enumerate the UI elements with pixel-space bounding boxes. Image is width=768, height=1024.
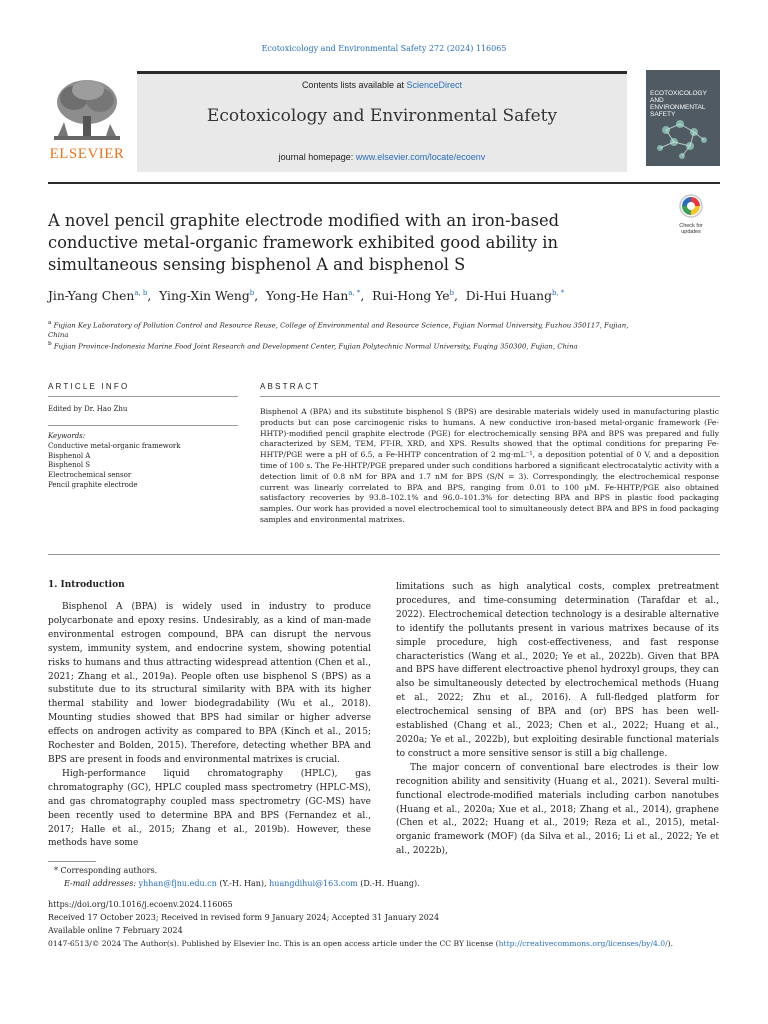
affiliation-marker: b (48, 341, 52, 347)
author-name[interactable]: Ying-Xin Weng (159, 289, 250, 304)
abstract-heading: ABSTRACT (260, 382, 321, 391)
author-name[interactable]: Yong-He Han (265, 289, 349, 304)
affiliation-text: Fujian Key Laboratory of Pollution Control and Resource Reuse, College of Environmental and Resource Science, Fujian Normal University, Fuzhou 350117, Fujian, China (48, 321, 629, 340)
author-affiliation-sup[interactable]: a, b (134, 289, 148, 297)
license-line (48, 939, 673, 948)
intro-paragraph: The major concern of conventional bare electrodes is their low recognition ability and sensitivity (Huang et al., 2021). Several multi-functional electrode-modified materials including carbon nanotubes (Huang et al., 2020a; Xue et al., 2018; Zhang et al., 2014), graphene (Chen et al., 2022; Huang et al., 2019; Reza et al., 2015), metal-organic framework (MOF) (da Silva et al., 2016; Li et al., 2022; Ye et al., 2022b), (396, 762, 719, 857)
keyword-item: Pencil graphite electrode (48, 480, 138, 489)
author-name[interactable]: Di-Hui Huang (465, 289, 552, 304)
article-info-rule (48, 396, 238, 397)
introduction-heading: 1. Introduction (48, 580, 125, 590)
corresponding-authors-note: * Corresponding authors. (54, 866, 158, 875)
email-line (64, 879, 420, 888)
affiliation-text: Fujian Province-Indonesia Marine Food Joint Research and Development Center, Fujian Polytechnic Normal University, Fuqing 350300, Fujian, China (53, 342, 578, 351)
check-for-updates-badge[interactable] (675, 193, 707, 235)
contents-prefix: Contents lists available at (301, 80, 404, 90)
email-link-han[interactable]: yhhan@fjnu.edu.cn (138, 879, 217, 888)
intro-paragraph: Bisphenol A (BPA) is widely used in industry to produce polycarbonate and epoxy resins. Undesirably, as a kind of man-made environmental estrogen compound, BPA can disrupt the nervous system, immunity system, and endocrine system, showing potential risks to humans and thus attracting widespread attention (Chen et al., 2021; Zhang et al., 2019a). People often use bisphenol S (BPS) as a substitute due to its structural similarity with BPA with its higher thermal stability and lower biodegradability (Wu et al., 2018). Mounting studies showed that BPS had similar or higher adverse effects on androgen activity as compared to BPA (Kinch et al., 2015; Rochester and Bolden, 2015). Therefore, detecting whether BPA and BPS are present in foods and environmental matrixes is crucial. (48, 602, 371, 765)
license-text: 0147-6513/© 2024 The Author(s). Published by Elsevier Inc. This is an open access article under the CC BY license ( (48, 939, 499, 948)
intro-paragraph: High-performance liquid chromatography (HPLC), gas chromatography (GC), HPLC coupled mass spectrometry (HPLC-MS), and gas chromatography coupled mass spectrometry (GC-MS) have been recently used to determine BPA and BPS (Fernandez et al., 2017; Halle et al., 2015; Zhang et al., 2019b). However, these methods have some (48, 768, 371, 849)
email-link-huang[interactable]: huangdihui@163.com (269, 879, 358, 888)
article-title: A novel pencil graphite electrode modified with an iron-based conductive metal-organic framework exhibited good ability in simultaneous sensing bisphenol A and bisphenol S (48, 211, 560, 274)
received-dates: Received 17 October 2023; Received in revised form 9 January 2024; Accepted 31 January 2024 (48, 913, 440, 922)
email-owner: (D.-H. Huang). (360, 879, 420, 888)
contents-line (137, 80, 627, 90)
journal-name: Ecotoxicology and Environmental Safety (206, 106, 558, 126)
elsevier-wordmark: ELSEVIER (49, 146, 125, 162)
intro-right-column (396, 581, 719, 859)
intro-paragraph: limitations such as high analytical costs, complex pretreatment procedures, and time-consuming determination (Tarafdar et al., 2022). Electrochemical detection technology is a desirable alternative to identify the pollutants present in various matrixes because of its simple procedure, high cost-effectiveness, and fast response characteristics (Wang et al., 2020; Ye et al., 2022b). Given that BPA and BPS have different electroactive phenol hydroxyl groups, they can also be simultaneously detected by electrochemical methods (Huang et al., 2022; Zhu et al., 2016). A full-fledged platform for electrochemical sensing of BPA and (or) BPS has been well-established (Chang et al., 2023; Chen et al., 2022; Huang et al., 2020a; Ye et al., 2022b), but exploiting desirable functional materials to construct a more sensitive sensor is still a big challenge. (396, 582, 719, 759)
edited-by: Edited by Dr. Hao Zhu (48, 405, 128, 413)
keyword-item: Electrochemical sensor (48, 471, 132, 480)
abstract-rule (260, 396, 720, 397)
journal-cover[interactable] (646, 70, 720, 166)
author-affiliation-sup[interactable]: b, * (551, 289, 565, 297)
elsevier-logo (48, 72, 126, 162)
keyword-item: Bisphenol S (48, 461, 91, 470)
author-name[interactable]: Rui-Hong Ye (372, 289, 450, 304)
article-info-heading: ARTICLE INFO (48, 382, 130, 391)
affiliation-marker: a (48, 320, 52, 326)
abstract-text: Bisphenol A (BPA) and its substitute bisphenol S (BPS) are desirable materials widely used in manufacturing plastic products but can pose carcinogenic risks to humans. A new conductive iron-based metal-organic framework (Fe-HHTP)-modified pencil graphite electrode (PGE) for electrochemically sensing BPA and BPS was prepared and fully characterized by SEM, TEM, FT-IR, XRD, and XPS. Results showed that the optimal conditions for preparing Fe-HHTP/PGE were a pH of 6.5, a Fe-HHTP concentration of 2 mg·mL⁻¹, a deposition potential of 0 V, and a deposition time of 100 s. The Fe-HHTP/PGE prepared under such conditions harbored a significant electrocatalytic activity with a detection limit of 0.8 nM for BPA and 1.7 nM for BPS (S/N = 3). Correspondingly, the electrochemical response current was linearly correlated to BPA and BPS, ranging from 0.01 to 100 µM. Fe-HHTP/PGE also obtained satisfactory recoveries by 93.8–102.1% and 96.0–101.3% for detecting BPA and BPS in plastic food packaging samples. Our work has provided a novel electrochemical tool to simultaneously detect BPA and BPS in food packaging samples and environmental matrixes. (260, 407, 719, 524)
keyword-item: Conductive metal-organic framework (48, 441, 181, 450)
header-rule (48, 182, 720, 184)
affiliation-b (48, 339, 648, 351)
available-online: Available online 7 February 2024 (48, 926, 183, 935)
homepage-prefix: journal homepage: (278, 152, 354, 162)
crossmark-icon (675, 193, 707, 219)
keywords-block (48, 432, 248, 491)
doi-link[interactable]: https://doi.org/10.1016/j.ecoenv.2024.116065 (48, 900, 233, 909)
author-affiliation-sup[interactable]: b (249, 289, 255, 297)
journal-citation[interactable]: Ecotoxicology and Environmental Safety 272 (2024) 116065 (261, 44, 507, 53)
author-affiliation-sup[interactable]: b (449, 289, 455, 297)
license-suffix: ). (667, 939, 674, 948)
email-label: E-mail addresses: (64, 879, 137, 888)
email-owner: (Y.-H. Han), (219, 879, 267, 888)
cover-title: ECOTOXICOLOGY AND ENVIRONMENTAL SAFETY (650, 90, 707, 118)
keyword-item: Bisphenol A (48, 451, 91, 460)
footnote-rule (48, 861, 96, 862)
affiliation-a (48, 318, 648, 340)
author-name[interactable]: Jin-Yang Chen (48, 289, 135, 304)
sciencedirect-link[interactable]: ScienceDirect (406, 80, 463, 90)
abstract-bottom-rule (48, 554, 720, 555)
homepage-line (137, 152, 627, 162)
crossmark-label: Check for updates (679, 223, 703, 235)
keywords-label: Keywords: (48, 432, 86, 440)
homepage-link[interactable]: www.elsevier.com/locate/ecoenv (355, 152, 486, 162)
author-list: Jin-Yang Chen$^{a, b}$, Ying-Xin Weng$^b$, Yong-He Han$^{a, *}$, Rui-Hong Ye$^b$, Di-Hui Huang$^{b, *}$ (48, 289, 565, 304)
intro-left-column (48, 601, 371, 851)
keywords-rule (48, 425, 238, 426)
license-link[interactable]: http://creativecommons.org/licenses/by/4.0/ (498, 939, 668, 948)
author-affiliation-sup[interactable]: a, * (348, 289, 361, 297)
cover-molecule-icon (646, 70, 720, 166)
